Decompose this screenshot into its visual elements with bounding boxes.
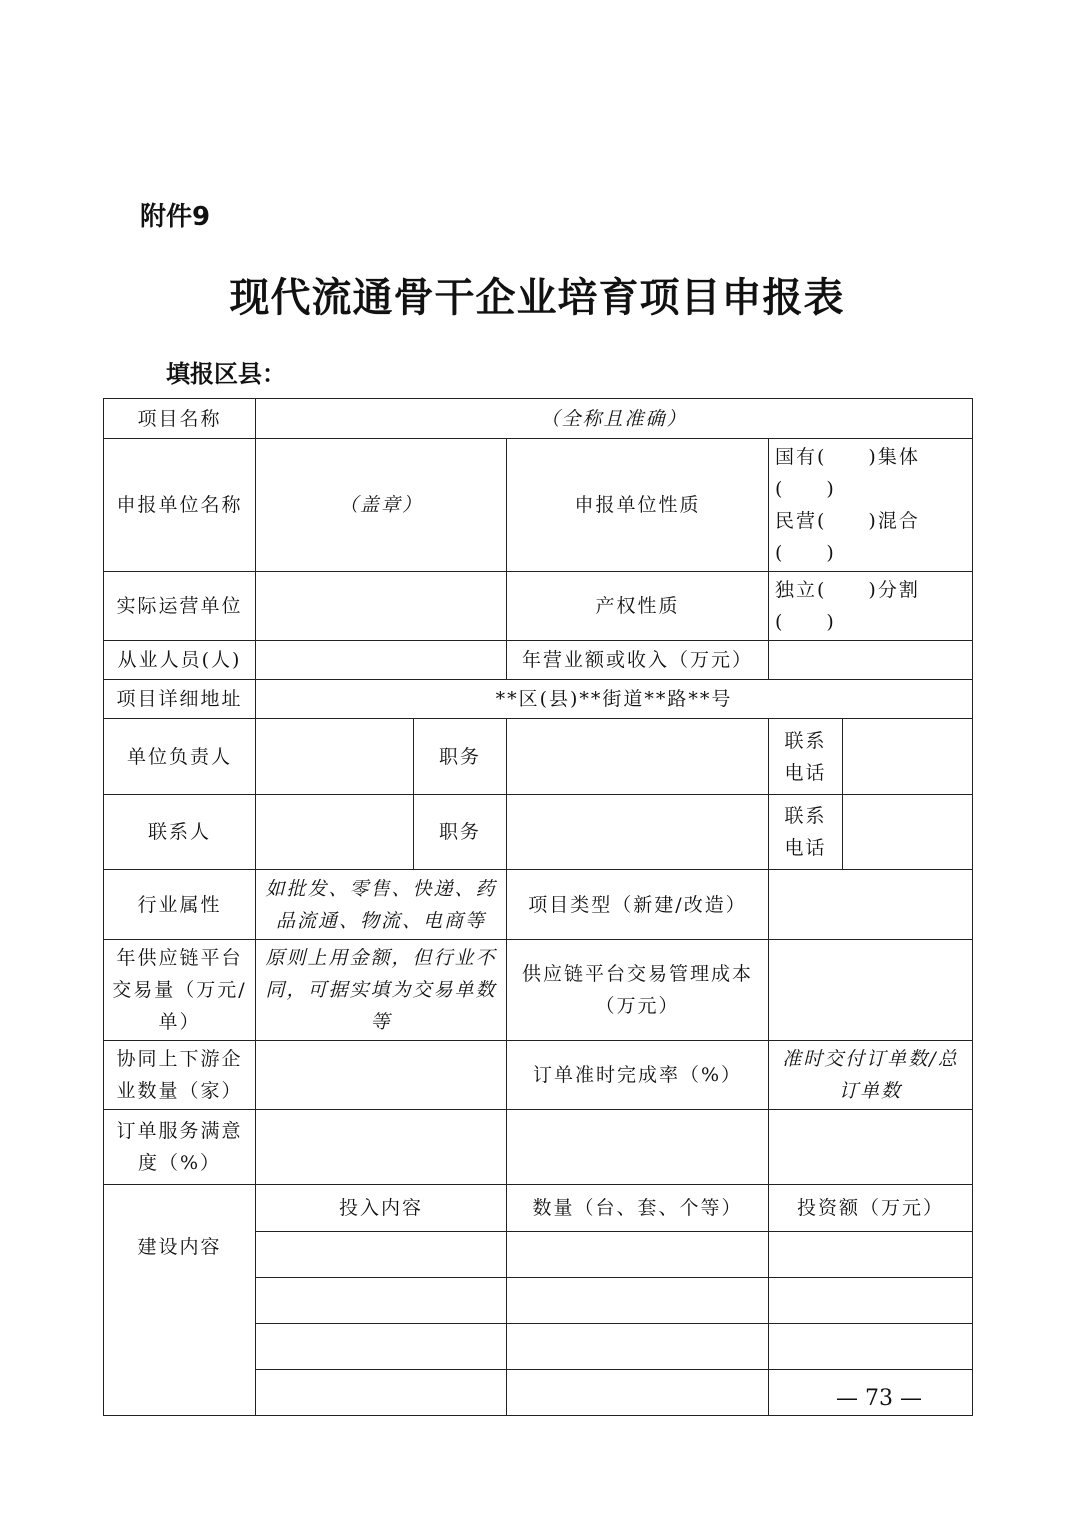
mgmt-cost-field[interactable] bbox=[769, 940, 973, 1041]
attachment-label: 附件9 bbox=[140, 202, 211, 232]
property-options[interactable]: 独立( )分割( ) bbox=[769, 572, 973, 641]
applicant-field[interactable]: （盖章） bbox=[256, 439, 507, 572]
project-name-label: 项目名称 bbox=[104, 399, 256, 439]
contact-position-label: 职务 bbox=[414, 795, 507, 870]
leader-field[interactable] bbox=[256, 719, 414, 795]
construction-input-cell[interactable] bbox=[256, 1324, 507, 1370]
satisfaction-extra-field[interactable] bbox=[507, 1110, 769, 1185]
mgmt-cost-label: 供应链平台交易管理成本（万元） bbox=[507, 940, 769, 1041]
construction-input-cell[interactable] bbox=[256, 1278, 507, 1324]
form-title: 现代流通骨干企业培育项目申报表 bbox=[229, 274, 845, 321]
partners-field[interactable] bbox=[256, 1041, 507, 1110]
project-type-label: 项目类型（新建/改造） bbox=[507, 870, 769, 940]
row-contact bbox=[104, 795, 973, 870]
contact-position-field[interactable] bbox=[507, 795, 769, 870]
page-number: — 73 — bbox=[836, 1386, 922, 1411]
partners-label: 协同上下游企业数量（家） bbox=[104, 1041, 256, 1110]
row-address bbox=[104, 680, 973, 719]
row-construction-header bbox=[104, 1185, 973, 1232]
construction-investment-cell[interactable] bbox=[769, 1232, 973, 1278]
row-industry bbox=[104, 870, 973, 940]
nature-options-line2: 民营( )混合( ) bbox=[775, 510, 920, 564]
application-form-table bbox=[103, 398, 973, 1416]
row-leader bbox=[104, 719, 973, 795]
col-investment-header: 投资额（万元） bbox=[769, 1185, 973, 1232]
revenue-field[interactable] bbox=[769, 641, 973, 680]
col-quantity-header: 数量（台、套、个等） bbox=[507, 1185, 769, 1232]
satisfaction-field[interactable] bbox=[256, 1110, 507, 1185]
leader-phone-field[interactable] bbox=[843, 719, 973, 795]
applicant-label: 申报单位名称 bbox=[104, 439, 256, 572]
leader-label: 单位负责人 bbox=[104, 719, 256, 795]
row-partners bbox=[104, 1041, 973, 1110]
project-name-field[interactable]: （全称且准确） bbox=[256, 399, 973, 439]
employees-label: 从业人员(人) bbox=[104, 641, 256, 680]
industry-field[interactable]: 如批发、零售、快递、药品流通、物流、电商等 bbox=[256, 870, 507, 940]
employees-field[interactable] bbox=[256, 641, 507, 680]
leader-position-field[interactable] bbox=[507, 719, 769, 795]
ontime-label: 订单准时完成率（%） bbox=[507, 1041, 769, 1110]
row-project-name bbox=[104, 399, 973, 439]
row-applicant bbox=[104, 439, 973, 572]
operator-label: 实际运营单位 bbox=[104, 572, 256, 641]
col-input-header: 投入内容 bbox=[256, 1185, 507, 1232]
nature-options-line1: 国有( )集体( ) bbox=[775, 446, 920, 500]
satisfaction-extra-field-2[interactable] bbox=[769, 1110, 973, 1185]
satisfaction-label: 订单服务满意度（%） bbox=[104, 1110, 256, 1185]
row-satisfaction bbox=[104, 1110, 973, 1185]
construction-quantity-cell[interactable] bbox=[507, 1324, 769, 1370]
revenue-label: 年营业额或收入（万元） bbox=[507, 641, 769, 680]
construction-input-cell[interactable] bbox=[256, 1370, 507, 1416]
row-employees bbox=[104, 641, 973, 680]
volume-field[interactable]: 原则上用金额，但行业不同，可据实填为交易单数等 bbox=[256, 940, 507, 1041]
leader-position-label: 职务 bbox=[414, 719, 507, 795]
property-label: 产权性质 bbox=[507, 572, 769, 641]
nature-options[interactable] bbox=[769, 439, 973, 572]
row-volume bbox=[104, 940, 973, 1041]
construction-input-cell[interactable] bbox=[256, 1232, 507, 1278]
contact-phone-field[interactable] bbox=[843, 795, 973, 870]
operator-field[interactable] bbox=[256, 572, 507, 641]
project-type-field[interactable] bbox=[769, 870, 973, 940]
construction-quantity-cell[interactable] bbox=[507, 1232, 769, 1278]
construction-quantity-cell[interactable] bbox=[507, 1278, 769, 1324]
address-field[interactable]: **区(县)**街道**路**号 bbox=[256, 680, 973, 719]
ontime-field[interactable]: 准时交付订单数/总订单数 bbox=[769, 1041, 973, 1110]
nature-label: 申报单位性质 bbox=[507, 439, 769, 572]
contact-label: 联系人 bbox=[104, 795, 256, 870]
district-label: 填报区县： bbox=[166, 359, 286, 388]
contact-field[interactable] bbox=[256, 795, 414, 870]
industry-label: 行业属性 bbox=[104, 870, 256, 940]
contact-phone-label: 联系电话 bbox=[769, 795, 843, 870]
construction-investment-cell[interactable] bbox=[769, 1324, 973, 1370]
address-label: 项目详细地址 bbox=[104, 680, 256, 719]
construction-quantity-cell[interactable] bbox=[507, 1370, 769, 1416]
volume-label: 年供应链平台交易量（万元/单） bbox=[104, 940, 256, 1041]
construction-investment-cell[interactable] bbox=[769, 1278, 973, 1324]
construction-label: 建设内容 bbox=[104, 1185, 256, 1416]
leader-phone-label: 联系电话 bbox=[769, 719, 843, 795]
row-operator bbox=[104, 572, 973, 641]
